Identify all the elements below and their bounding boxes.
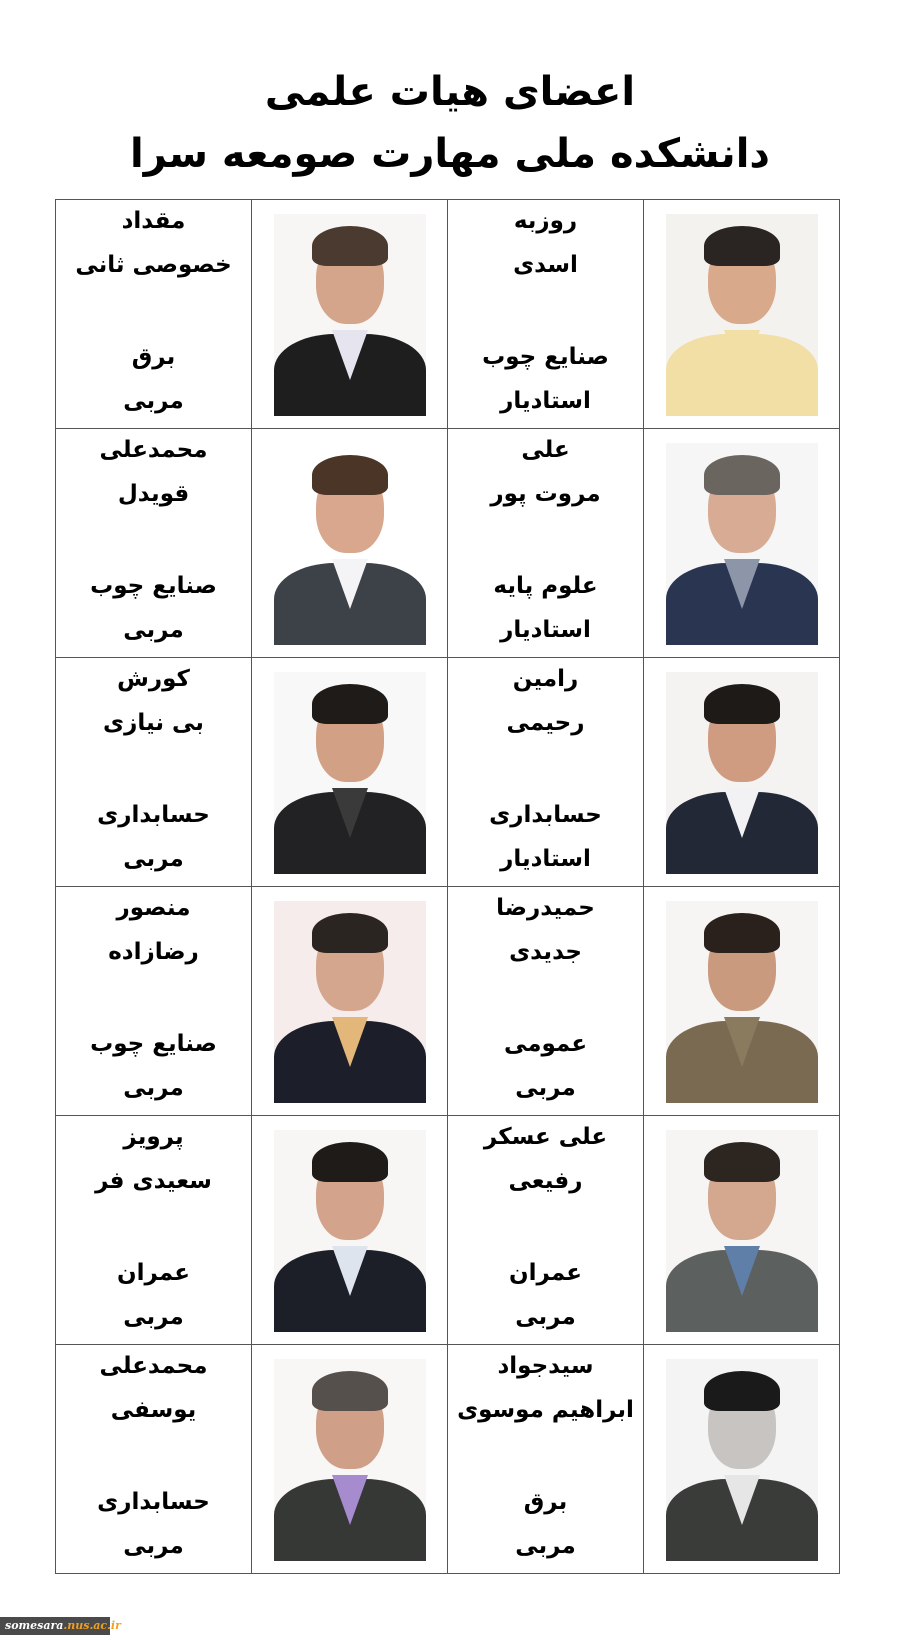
member-first-name: رامین [512, 666, 579, 692]
site-watermark [0, 1617, 121, 1635]
member-department: حسابداری [489, 802, 602, 828]
member-rank: مربی [123, 846, 184, 872]
member-photo-cell [252, 1345, 448, 1574]
page-subtitle: دانشکده ملی مهارت صومعه سرا [130, 131, 770, 177]
member-department: علوم پایه [493, 573, 598, 599]
member-last-name: یوسفی [110, 1397, 197, 1423]
member-last-name: اسدی [513, 252, 578, 278]
photo-hair [312, 226, 388, 266]
faculty-table [55, 199, 840, 1574]
member-department: صنایع چوب [90, 573, 217, 599]
member-rank: استادیار [500, 388, 591, 414]
member-photo-cell [644, 1345, 840, 1574]
member-photo-cell [252, 200, 448, 429]
photo-hair [704, 1371, 780, 1411]
member-photo-cell [252, 1116, 448, 1345]
member-department: عمران [509, 1260, 582, 1286]
member-info-cell [56, 887, 252, 1116]
member-last-name: مروت پور [490, 481, 601, 507]
watermark-domain-part1: somesara [5, 1619, 64, 1632]
photo-hair [312, 1371, 388, 1411]
member-first-name: پرویز [123, 1124, 184, 1150]
member-first-name: علی عسکر [483, 1124, 608, 1150]
table-row [56, 429, 840, 658]
member-last-name: رضازاده [108, 939, 199, 965]
member-photo [274, 901, 426, 1103]
table-row [56, 887, 840, 1116]
member-info-cell [448, 200, 644, 429]
member-first-name: روزبه [513, 208, 578, 234]
member-rank: استادیار [500, 617, 591, 643]
member-photo [274, 443, 426, 645]
photo-hair [312, 1142, 388, 1182]
member-photo [274, 214, 426, 416]
member-info-cell [448, 887, 644, 1116]
photo-hair [704, 684, 780, 724]
member-department: صنایع چوب [90, 1031, 217, 1057]
photo-hair [312, 455, 388, 495]
member-info-cell [56, 200, 252, 429]
member-department: حسابداری [97, 1489, 210, 1515]
table-row [56, 1345, 840, 1574]
member-rank: مربی [515, 1533, 576, 1559]
member-rank: استادیار [500, 846, 591, 872]
member-info-cell [448, 1116, 644, 1345]
member-photo [666, 901, 818, 1103]
member-info-cell [448, 1345, 644, 1574]
member-rank: مربی [515, 1075, 576, 1101]
photo-hair [704, 1142, 780, 1182]
member-info-cell [56, 1116, 252, 1345]
member-department: حسابداری [97, 802, 210, 828]
member-photo-cell [644, 1116, 840, 1345]
member-photo-cell [252, 429, 448, 658]
member-photo-cell [252, 658, 448, 887]
photo-hair [312, 684, 388, 724]
photo-hair [312, 913, 388, 953]
member-department: صنایع چوب [482, 344, 609, 370]
member-info-cell [448, 658, 644, 887]
member-first-name: منصور [116, 895, 191, 921]
member-first-name: مقداد [121, 208, 186, 234]
member-department: برق [523, 1489, 568, 1515]
member-photo [666, 214, 818, 416]
member-info-cell [56, 658, 252, 887]
member-last-name: سعیدی فر [95, 1168, 212, 1194]
member-photo [666, 443, 818, 645]
member-photo [274, 1130, 426, 1332]
member-last-name: قویدل [117, 481, 190, 507]
member-last-name: رفیعی [508, 1168, 583, 1194]
member-department: برق [131, 344, 176, 370]
member-info-cell [56, 1345, 252, 1574]
member-department: عمران [117, 1260, 190, 1286]
member-photo-cell [644, 658, 840, 887]
member-rank: مربی [123, 1075, 184, 1101]
member-last-name: بی نیازی [103, 710, 204, 736]
member-first-name: سیدجواد [497, 1353, 594, 1379]
photo-hair [704, 226, 780, 266]
member-last-name: خصوصی ثانی [75, 252, 232, 278]
page-title: اعضای هیات علمی [264, 69, 636, 115]
member-last-name: رحیمی [506, 710, 585, 736]
member-photo [666, 1359, 818, 1561]
member-last-name: جدیدی [509, 939, 582, 965]
member-info-cell [56, 429, 252, 658]
member-photo-cell [644, 200, 840, 429]
photo-hair [704, 913, 780, 953]
member-photo-cell [252, 887, 448, 1116]
member-first-name: محمدعلی [99, 1353, 208, 1379]
member-rank: مربی [123, 1533, 184, 1559]
member-rank: مربی [515, 1304, 576, 1330]
member-first-name: محمدعلی [99, 437, 208, 463]
member-first-name: کورش [117, 666, 190, 692]
photo-hair [704, 455, 780, 495]
watermark-domain-part2: .nus.ac.ir [63, 1619, 121, 1632]
member-rank: مربی [123, 617, 184, 643]
member-rank: مربی [123, 1304, 184, 1330]
member-first-name: حمیدرضا [496, 895, 595, 921]
member-photo-cell [644, 887, 840, 1116]
table-row [56, 658, 840, 887]
member-department: عمومی [503, 1031, 588, 1057]
table-row [56, 1116, 840, 1345]
member-first-name: علی [521, 437, 570, 463]
member-photo [666, 1130, 818, 1332]
table-row [56, 200, 840, 429]
member-photo [666, 672, 818, 874]
member-rank: مربی [123, 388, 184, 414]
member-photo-cell [644, 429, 840, 658]
member-last-name: ابراهیم موسوی [457, 1397, 634, 1423]
member-photo [274, 672, 426, 874]
member-info-cell [448, 429, 644, 658]
member-photo [274, 1359, 426, 1561]
